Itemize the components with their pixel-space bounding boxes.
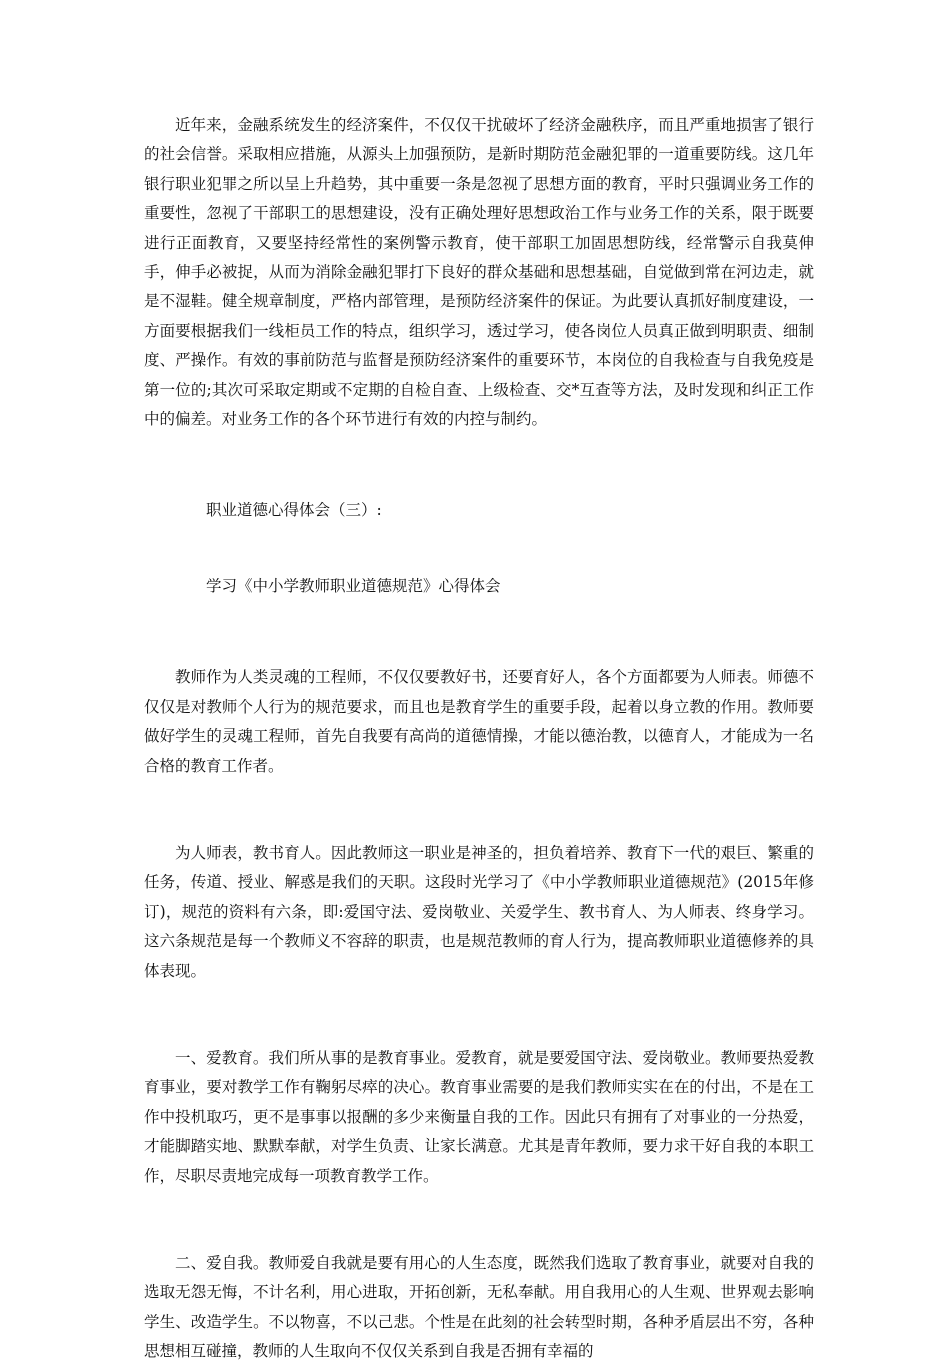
document-body xyxy=(144,111,814,1367)
spacer xyxy=(144,434,814,496)
paragraph-love-education: 一、爱教育。我们所从事的是教育事业。爱教育，就是要爱国守法、爱岗敬业。教师要热爱教育事业，要对教学工作有鞠躬尽瘁的决心。教育事业需要的是我们教师实实在在的付出，不是在工作中投机取巧，更不是事事以报酬的多少来衡量自我的工作。因此只有拥有了对事业的一分热爱，才能脚踏实地、默默奉献，对学生负责、让家长满意。尤其是青年教师，要力求干好自我的本职工作，尽职尽责地完成每一项教育教学工作。 xyxy=(144,1048,814,1185)
paragraph-financial-crime-prevention: 近年来，金融系统发生的经济案件，不仅仅干扰破坏了经济金融秩序，而且严重地损害了银行的社会信誉。采取相应措施，从源头上加强预防，是新时期防范金融犯罪的一道重要防线。这几年银行职业犯罪之所以呈上升趋势，其中重要一条是忽视了思想方面的教育，平时只强调业务工作的重要性，忽视了干部职工的思想建设，没有正确处理好思想政治工作与业务工作的关系，限于既要进行正面教育，又要坚持经常性的案例警示教育，使干部职工加固思想防线，经常警示自我莫伸手，伸手必被捉，从而为消除金融犯罪打下良好的群众基础和思想基础，自觉做到常在河边走，就是不湿鞋。健全规章制度，严格内部管理，是预防经济案件的保证。为此要认真抓好制度建设，一方面要根据我们一线柜员工作的特点，组织学习，透过学习，使各岗位人员真正做到明职责、细制度、严操作。有效的事前防范与监督是预防经济案件的重要环节，本岗位的自我检查与自我免疫是第一位的;其次可采取定期或不定期的自检自查、上级检查、交*互查等方法，及时发现和纠正工作中的偏差。对业务工作的各个环节进行有效的内控与制约。 xyxy=(144,116,814,429)
spacer xyxy=(144,526,814,572)
paragraph-love-self: 二、爱自我。教师爱自我就是要有用心的人生态度，既然我们选取了教育事业，就要对自我的选取无怨无悔，不计名利，用心进取，开拓创新，无私奉献。用自我用心的人生观、世界观去影响学生、改造学生。不以物喜，不以己悲。个性是在此刻的社会转型时期，各种矛盾层出不穷，各种思想相互碰撞，教师的人生取向不仅仅关系到自我是否拥有幸福的 xyxy=(144,1253,814,1361)
spacer xyxy=(144,986,814,1044)
paragraph-code-of-conduct: 为人师表，教书育人。因此教师这一职业是神圣的，担负着培养、教育下一代的艰巨、繁重的任务，传道、授业、解惑是我们的天职。这段时光学习了《中小学教师职业道德规范》(2015年修订)，规范的资料有六条，即:爱国守法、爱岗敬业、关爱学生、教书育人、为人师表、终身学习。这六条规范是每一个教师义不容辞的职责，也是规范教师的育人行为，提高教师职业道德修养的具体表现。 xyxy=(144,843,814,980)
spacer xyxy=(144,781,814,839)
section-heading: 职业道德心得体会（三）: xyxy=(206,501,382,520)
spacer xyxy=(144,1191,814,1249)
spacer xyxy=(144,601,814,663)
paragraph-teacher-role: 教师作为人类灵魂的工程师，不仅仅要教好书，还要育好人，各个方面都要为人师表。师德不仅仅是对教师个人行为的规范要求，而且也是教育学生的重要手段，起着以身立教的作用。教师要做好学生的灵魂工程师，首先自我要有高尚的道德情操，才能以德治教，以德育人，才能成为一名合格的教育工作者。 xyxy=(144,668,814,775)
document-subtitle: 学习《中小学教师职业道德规范》心得体会 xyxy=(206,576,501,595)
